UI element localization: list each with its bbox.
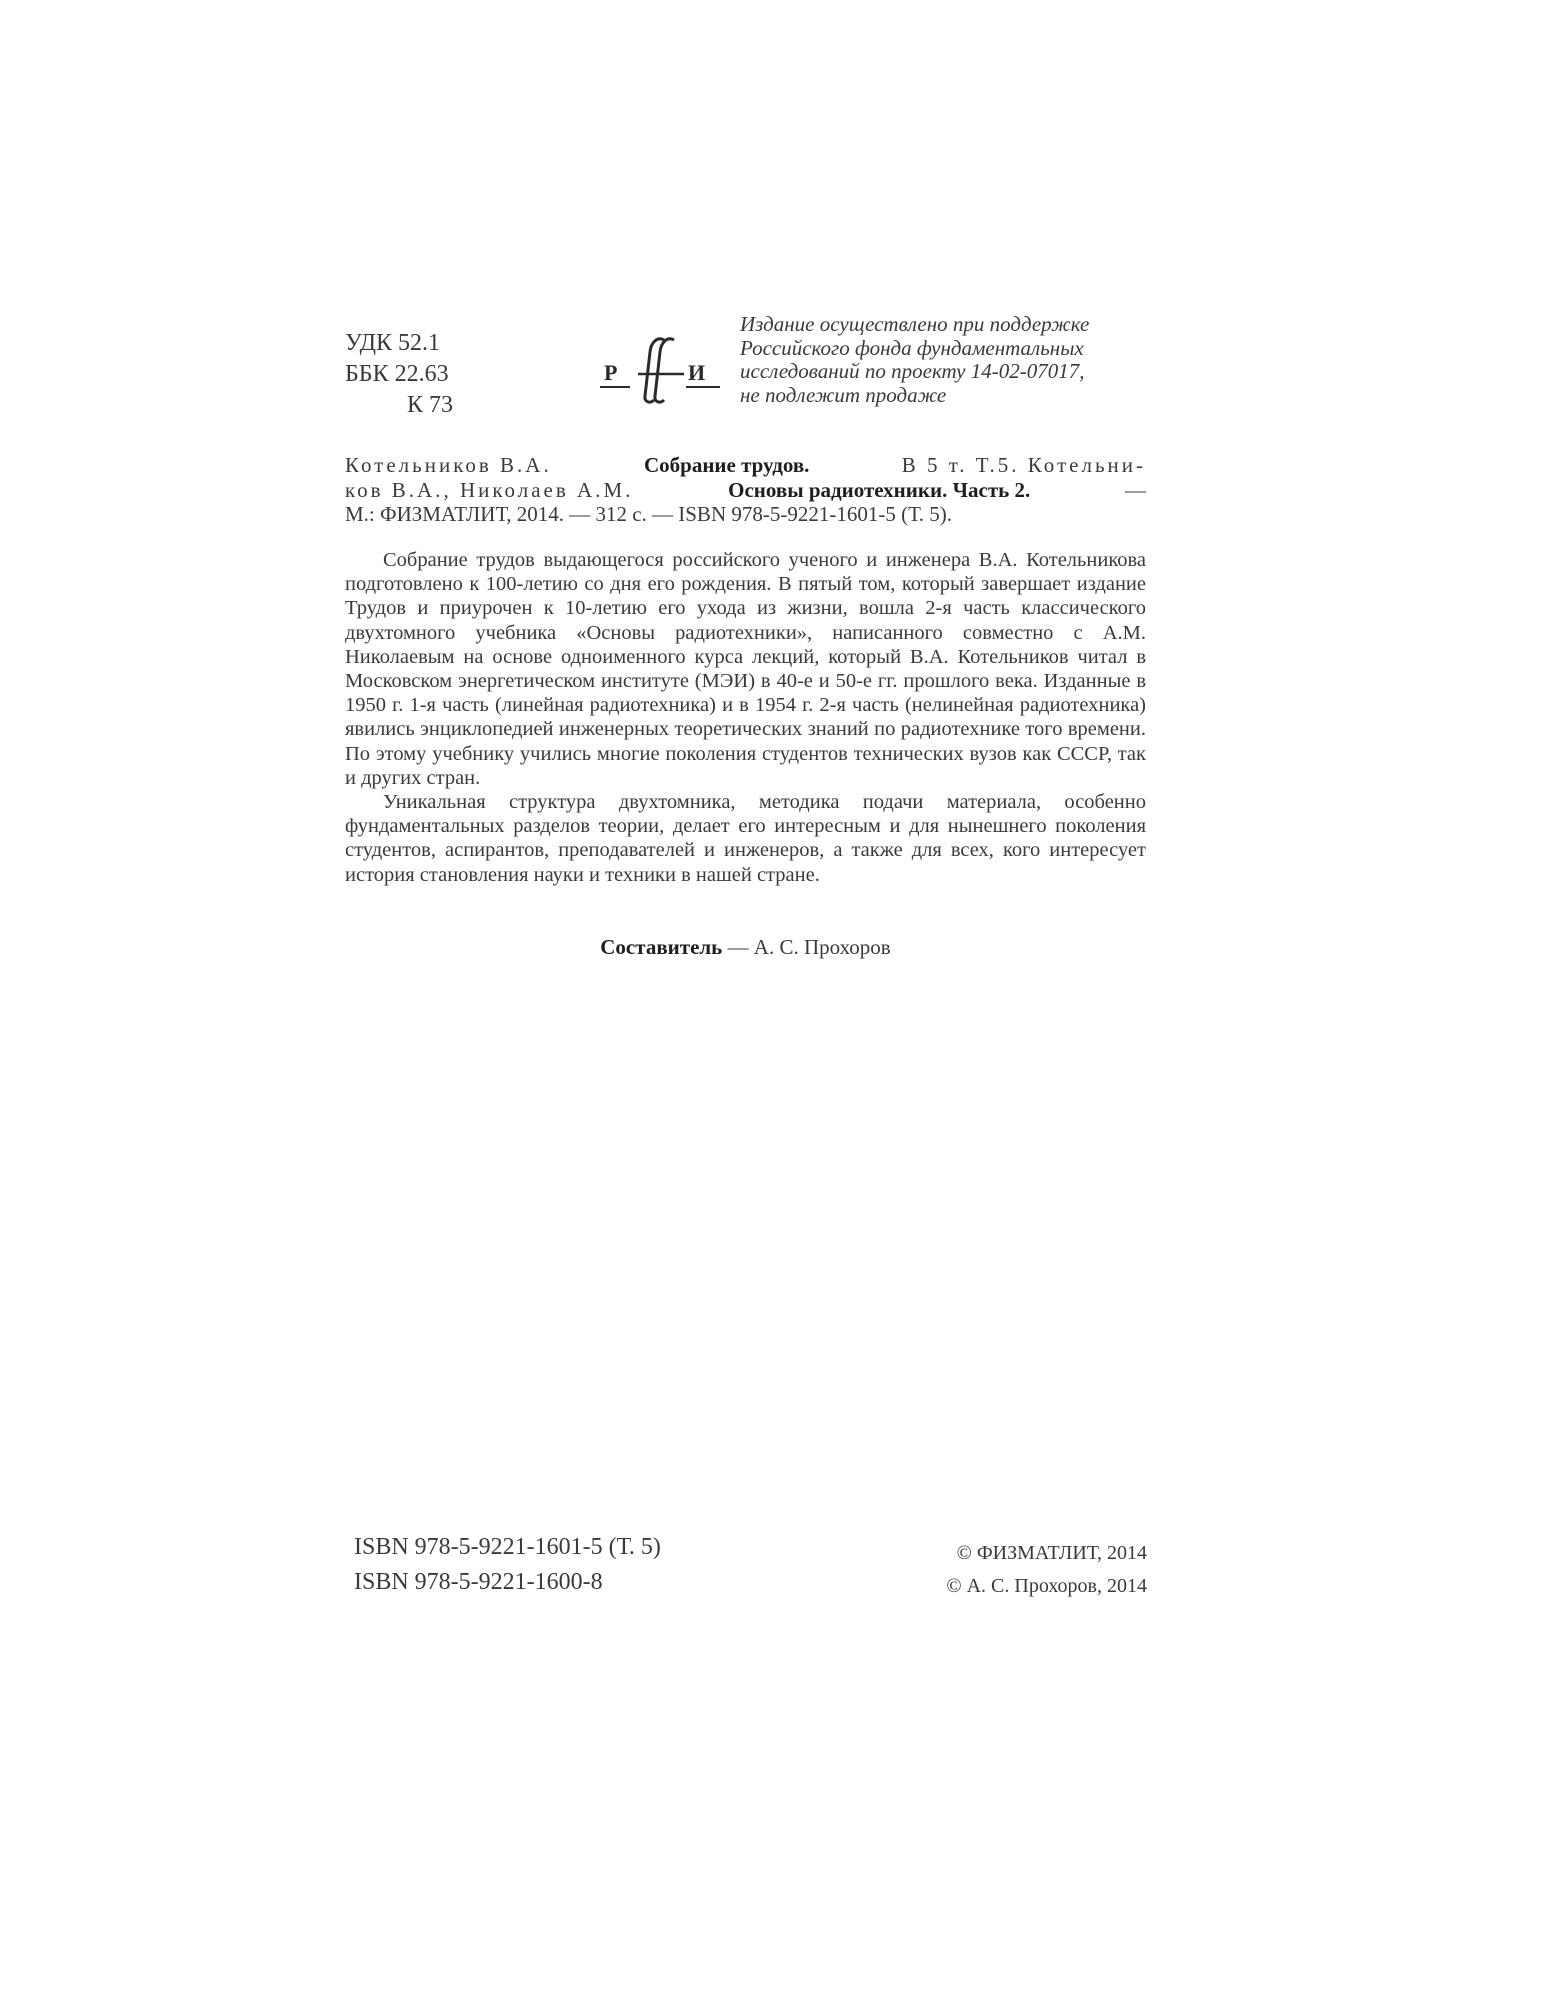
abstract-paragraph: Собрание трудов выдающегося российского ученого и инженера В.А. Котельникова подготовлено к 100-летию со дня его рождения. В пятый том, который завершает издание Трудов и приурочен к 10-летию его ухода из жизни, вошла 2-я часть классического двухтомного учебника «Основы радиотехники», написанного совместно с А.М. Николаевым на основе одноименного курса лекций, который В.А. Котельников читал в Московском энергетическом институте (МЭИ) в 40-е и 50-е гг. прошлого века. Изданные в 1950 г. 1-я часть (линейная радиотехника) и в 1954 г. 2-я часть (нелинейная радиотехника) явились энциклопедией инженерных теоретических знаний по радиотехнике того времени. По этому учебнику учились многие поколения студентов технических вузов как СССР, так и других стран. xyxy=(345,549,1146,789)
compiler-separator: — xyxy=(722,935,754,959)
biblio-dash: — xyxy=(1125,477,1146,502)
bbk-code: ББК 22.63 xyxy=(345,361,449,387)
funding-note-line: не подлежит продаже xyxy=(740,382,947,407)
compiler-credit xyxy=(345,934,1146,960)
copyright-publisher: © ФИЗМАТЛИТ, 2014 xyxy=(956,1542,1147,1564)
biblio-book-title: Основы радиотехники. Часть 2. xyxy=(728,477,1031,502)
funding-note xyxy=(740,313,1150,407)
copyright-block xyxy=(928,1537,1147,1603)
funding-note-line: Российского фонда фундаментальных xyxy=(740,335,1084,360)
biblio-line-1 xyxy=(345,453,1146,478)
author-mark: К 73 xyxy=(407,392,454,418)
logo-letter-i: И xyxy=(688,360,706,385)
biblio-volume-info: В 5 т. Т.5. Котельни- xyxy=(901,453,1146,477)
biblio-line-3: М.: ФИЗМАТЛИТ, 2014. — 312 с. — ISBN 978-5-9221-1601-5 (Т. 5). xyxy=(345,502,953,526)
udk-code: УДК 52.1 xyxy=(345,330,440,356)
logo-letter-r: Р xyxy=(604,360,618,385)
funding-note-line: исследований по проекту 14-02-07017, xyxy=(740,359,1085,383)
bibliographic-record xyxy=(345,453,1146,527)
isbn-volume: ISBN 978-5-9221-1601-5 (Т. 5) xyxy=(354,1534,661,1560)
compiler-name: А. С. Прохоров xyxy=(753,935,891,959)
funding-note-line: Издание осуществлено при поддержке xyxy=(740,312,1090,336)
copyright-compiler: © А. С. Прохоров, 2014 xyxy=(946,1575,1147,1597)
classification-codes xyxy=(345,328,453,421)
isbn-block xyxy=(354,1530,661,1600)
isbn-set: ISBN 978-5-9221-1600-8 xyxy=(354,1569,603,1595)
biblio-authors: ков В.А., Николаев А.М. xyxy=(345,477,634,502)
biblio-line-2 xyxy=(345,478,1146,503)
compiler-label: Составитель xyxy=(600,935,723,959)
biblio-author: Котельников В.А. xyxy=(345,453,552,477)
abstract xyxy=(345,548,1146,887)
abstract-paragraph: Уникальная структура двухтомника, методика подачи материала, особенно фундаментальных разделов теории, делает его интересным и для нынешнего поколения студентов, аспирантов, преподавателей и инженеров, а также для всех, кого интересует история становления науки и техники в нашей стране. xyxy=(345,791,1146,886)
rffi-logo xyxy=(598,332,722,408)
biblio-collection-title: Собрание трудов. xyxy=(643,453,810,477)
